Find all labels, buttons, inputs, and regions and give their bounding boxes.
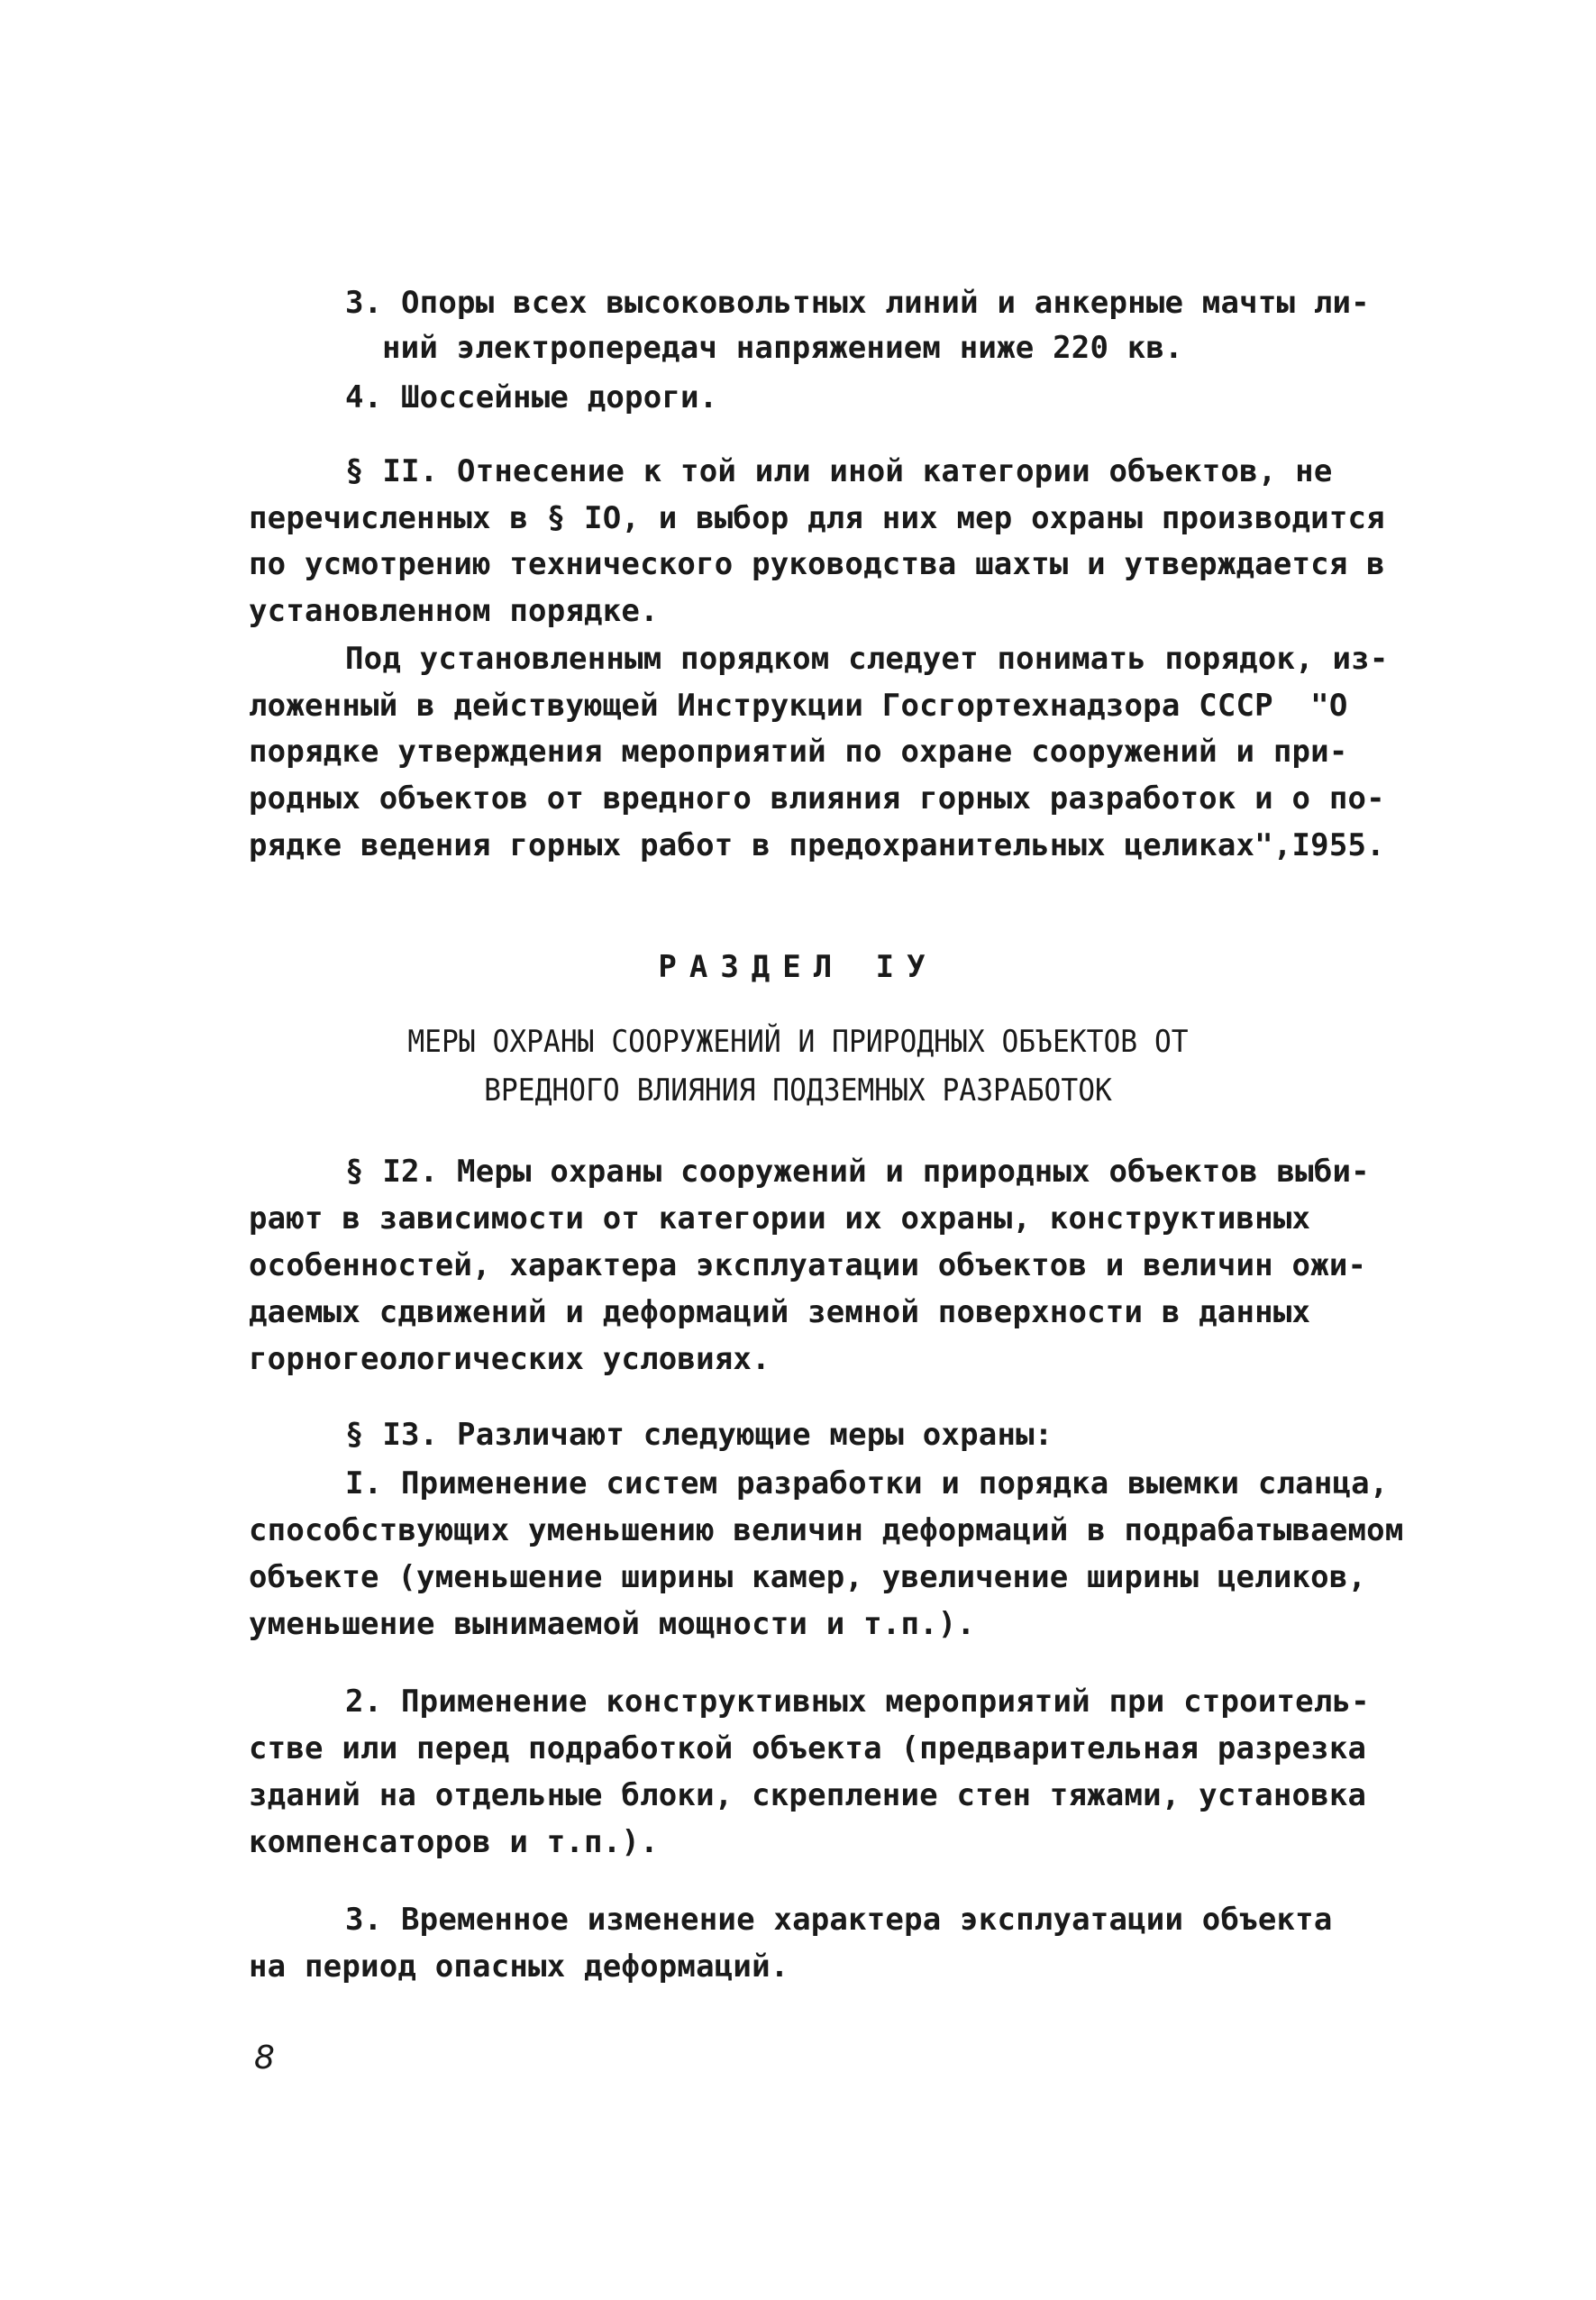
para-13-item-1-line-1: I. Применение систем разработки и порядка выемки сланца,: [345, 1465, 1389, 1501]
page-number: 8: [254, 2040, 275, 2076]
section-title-line-1: МЕРЫ ОХРАНЫ СООРУЖЕНИЙ И ПРИРОДНЫХ ОБЪЕКТОВ ОТ: [407, 1024, 1189, 1060]
list-item-3-line-2: ний электропередач напряжением ниже 220 кв.: [382, 330, 1183, 366]
para-13-item-2-line-3: зданий на отдельные блоки, скрепление стен тяжами, установка: [249, 1777, 1367, 1813]
para-12-line-1: § I2. Меры охраны сооружений и природных объектов выби-: [345, 1154, 1370, 1190]
para-11-line-2: перечисленных в § IO, и выбор для них мер охраны производится: [249, 500, 1385, 536]
para-11b-line-1: Под установленным порядком следует понимать порядок, из-: [345, 641, 1389, 677]
para-11b-line-4: родных объектов от вредного влияния горных разработок и о по-: [249, 780, 1385, 817]
para-11-line-3: по усмотрению технического руководства шахты и утверждается в: [249, 546, 1385, 582]
para-13-item-2-line-4: компенсаторов и т.п.).: [249, 1824, 659, 1860]
para-13-item-3-line-2: на период опасных деформаций.: [249, 1949, 789, 1985]
list-item-4: 4. Шоссейные дороги.: [345, 379, 718, 415]
para-11b-line-5: рядке ведения горных работ в предохранительных целиках",I955.: [249, 827, 1385, 863]
list-item-3-line-1: 3. Опоры всех высоковольтных линий и анкерные мачты ли-: [345, 285, 1370, 321]
para-13-item-1-line-4: уменьшение вынимаемой мощности и т.п.).: [249, 1606, 976, 1642]
para-13-item-1-line-3: объекте (уменьшение ширины камер, увеличение ширины целиков,: [249, 1559, 1367, 1595]
para-13-item-1-line-2: способствующих уменьшению величин деформаций в подрабатываемом: [249, 1512, 1404, 1548]
para-13-line-1: § I3. Различают следующие меры охраны:: [345, 1417, 1053, 1453]
para-12-line-4: даемых сдвижений и деформаций земной поверхности в данных: [249, 1294, 1311, 1330]
para-11b-line-2: ложенный в действующей Инструкции Госгортехнадзора СССР "О: [249, 688, 1348, 724]
para-11-line-1: § II. Отнесение к той или иной категории объектов, не: [345, 453, 1333, 489]
para-13-item-2-line-2: стве или перед подработкой объекта (предварительная разрезка: [249, 1730, 1367, 1766]
para-11b-line-3: порядке утверждения мероприятий по охране сооружений и при-: [249, 734, 1348, 770]
para-13-item-2-line-1: 2. Применение конструктивных мероприятий при строитель-: [345, 1684, 1370, 1720]
para-13-item-3-line-1: 3. Временное изменение характера эксплуатации объекта: [345, 1902, 1333, 1938]
para-11-line-4: установленном порядке.: [249, 593, 659, 629]
para-12-line-3: особенностей, характера эксплуатации объектов и величин ожи-: [249, 1247, 1367, 1283]
section-title-line-2: ВРЕДНОГО ВЛИЯНИЯ ПОДЗЕМНЫХ РАЗРАБОТОК: [484, 1072, 1112, 1109]
para-12-line-5: горногеологических условиях.: [249, 1341, 771, 1377]
section-label: РАЗДЕЛ IУ: [658, 949, 938, 985]
para-12-line-2: рают в зависимости от категории их охраны, конструктивных: [249, 1200, 1311, 1237]
